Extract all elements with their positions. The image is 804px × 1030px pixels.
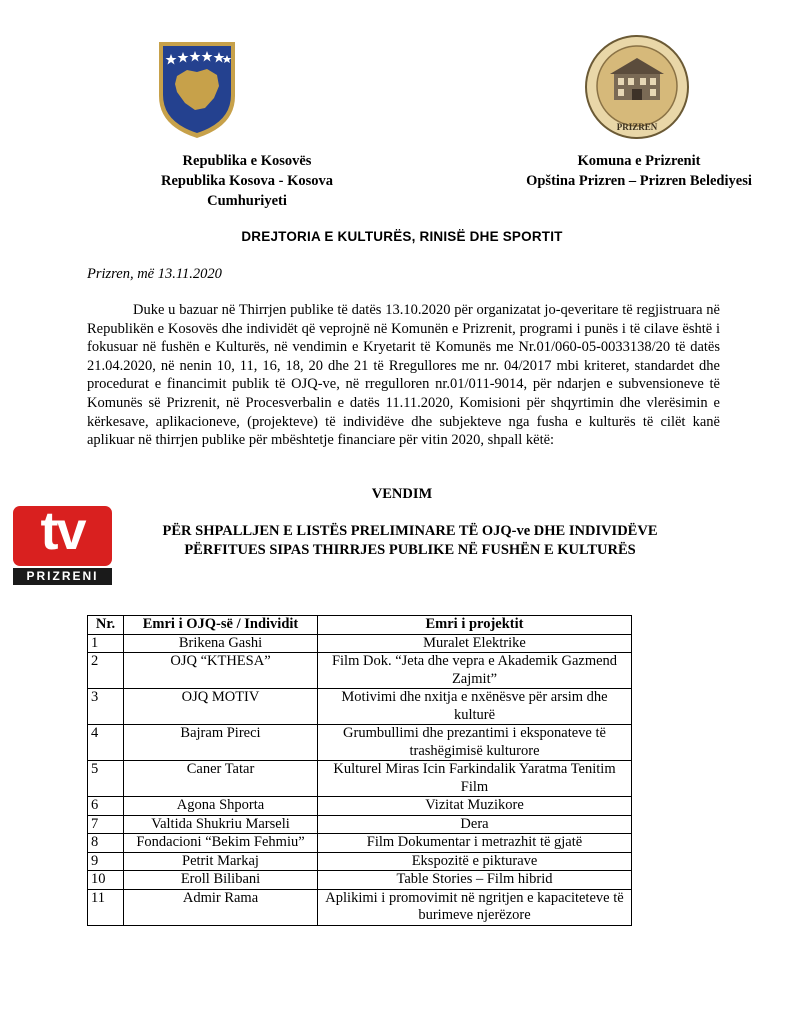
row-name: Caner Tatar bbox=[124, 761, 318, 797]
subtitle-line2: PËRFITUES SIPAS THIRRJES PUBLIKE NË FUSHËN E KULTURËS bbox=[184, 542, 636, 558]
row-nr: 5 bbox=[88, 761, 124, 797]
tv-prizreni-logo bbox=[13, 501, 112, 584]
header-nr: Nr. bbox=[88, 616, 124, 635]
right-institution-block bbox=[494, 151, 784, 191]
subtitle-line1: PËR SHPALLJEN E LISTËS PRELIMINARE TË OJQ-ve DHE INDIVIDËVE bbox=[162, 523, 658, 539]
row-nr: 9 bbox=[88, 852, 124, 871]
table-row bbox=[88, 653, 632, 689]
row-name: OJQ MOTIV bbox=[124, 689, 318, 725]
row-nr: 7 bbox=[88, 815, 124, 834]
row-project: Motivimi dhe nxitja e nxënësve për arsim dhe kulturë bbox=[318, 689, 632, 725]
table-row bbox=[88, 634, 632, 653]
table-row bbox=[88, 834, 632, 853]
table-row bbox=[88, 889, 632, 925]
row-project: Muralet Elektrike bbox=[318, 634, 632, 653]
row-name: Admir Rama bbox=[124, 889, 318, 925]
row-name: Fondacioni “Bekim Fehmiu” bbox=[124, 834, 318, 853]
header-project: Emri i projektit bbox=[318, 616, 632, 635]
left-institution-line2: Republika Kosova - Kosova bbox=[160, 173, 334, 189]
row-project: Kulturel Miras Icin Farkindalik Yaratma Tenitim Film bbox=[318, 761, 632, 797]
row-name: Eroll Bilibani bbox=[124, 871, 318, 890]
header-name: Emri i OJQ-së / Individit bbox=[124, 616, 318, 635]
row-name: Petrit Markaj bbox=[124, 852, 318, 871]
row-project: Ekspozitë e pikturave bbox=[318, 852, 632, 871]
row-project: Table Stories – Film hibrid bbox=[318, 871, 632, 890]
row-name: Agona Shporta bbox=[124, 797, 318, 816]
row-project: Dera bbox=[318, 815, 632, 834]
row-name: Bajram Pireci bbox=[124, 725, 318, 761]
left-institution-line1: Republika e Kosovës bbox=[182, 153, 312, 169]
table-row bbox=[88, 871, 632, 890]
decision-title: VENDIM bbox=[371, 486, 433, 502]
table-row bbox=[88, 689, 632, 725]
left-institution-block bbox=[118, 151, 376, 211]
prizren-emblem-text: PRIZREN bbox=[616, 122, 658, 132]
body-paragraph: Duke u bazuar në Thirrjen publike të datës 13.10.2020 për organizatat jo-qeveritare të regjistruara në Republikën e Kosovës dhe individët që veprojnë në Komunën e Prizrenit, programi i punës i të cilave është i fokusuar në fushën e Kulturës, në vendimin e Kryetarit të Komunës me Nr.01/060-05-0033138/20 të datës 21.04.2020, në nenin 10, 11, 16, 18, 20 dhe 21 të Rregullores me nr. 04/2017 mbi kriteret, standardet dhe procedurat e financimit publik të OJQ-ve, në rregulloren nr.01/011-9014, për ndarjen e subvensioneve të Komunës së Prizrenit, në Procesverbalin e datës 11.11.2020, Komisioni për shqyrtimin dhe vlerësimin e kërkesave, aplikacioneve, (projekteve) të individëve dhe subjekteve nga fusha e kulturës të cilët kanë aplikuar në thirrjen publike për mbështetje financiare për vitin 2020, shpall këtë: bbox=[87, 302, 720, 449]
row-nr: 10 bbox=[88, 871, 124, 890]
right-institution-line2: Opština Prizren – Prizren Belediyesi bbox=[526, 173, 752, 189]
row-project: Film Dokumentar i metrazhit të gjatë bbox=[318, 834, 632, 853]
directorate-heading: DREJTORIA E KULTURËS, RINISË DHE SPORTIT bbox=[241, 229, 563, 244]
row-nr: 8 bbox=[88, 834, 124, 853]
kosovo-coat-of-arms bbox=[157, 40, 237, 140]
tv-logo-letters: tv bbox=[40, 501, 85, 561]
prizren-emblem bbox=[584, 34, 690, 140]
table-row bbox=[88, 761, 632, 797]
row-project: Vizitat Muzikore bbox=[318, 797, 632, 816]
left-institution-line3: Cumhuriyeti bbox=[207, 193, 287, 209]
row-project: Film Dok. “Jeta dhe vepra e Akademik Gazmend Zajmit” bbox=[318, 653, 632, 689]
row-project: Aplikimi i promovimit në ngritjen e kapaciteteve të burimeve njerëzore bbox=[318, 889, 632, 925]
row-name: Brikena Gashi bbox=[124, 634, 318, 653]
table-row bbox=[88, 725, 632, 761]
beneficiaries-table bbox=[87, 615, 632, 926]
row-nr: 3 bbox=[88, 689, 124, 725]
row-nr: 2 bbox=[88, 653, 124, 689]
table-header-row bbox=[88, 616, 632, 635]
tv-logo-band: PRIZRENI bbox=[13, 568, 112, 585]
row-name: OJQ “KTHESA” bbox=[124, 653, 318, 689]
table-row bbox=[88, 797, 632, 816]
table-row bbox=[88, 815, 632, 834]
row-nr: 4 bbox=[88, 725, 124, 761]
row-nr: 6 bbox=[88, 797, 124, 816]
row-nr: 11 bbox=[88, 889, 124, 925]
right-institution-line1: Komuna e Prizrenit bbox=[577, 153, 701, 169]
date-line: Prizren, më 13.11.2020 bbox=[87, 266, 222, 282]
row-name: Valtida Shukriu Marseli bbox=[124, 815, 318, 834]
table-row bbox=[88, 852, 632, 871]
row-nr: 1 bbox=[88, 634, 124, 653]
decision-subtitle bbox=[120, 522, 700, 560]
row-project: Grumbullimi dhe prezantimi i eksponateve të trashëgimisë kulturore bbox=[318, 725, 632, 761]
